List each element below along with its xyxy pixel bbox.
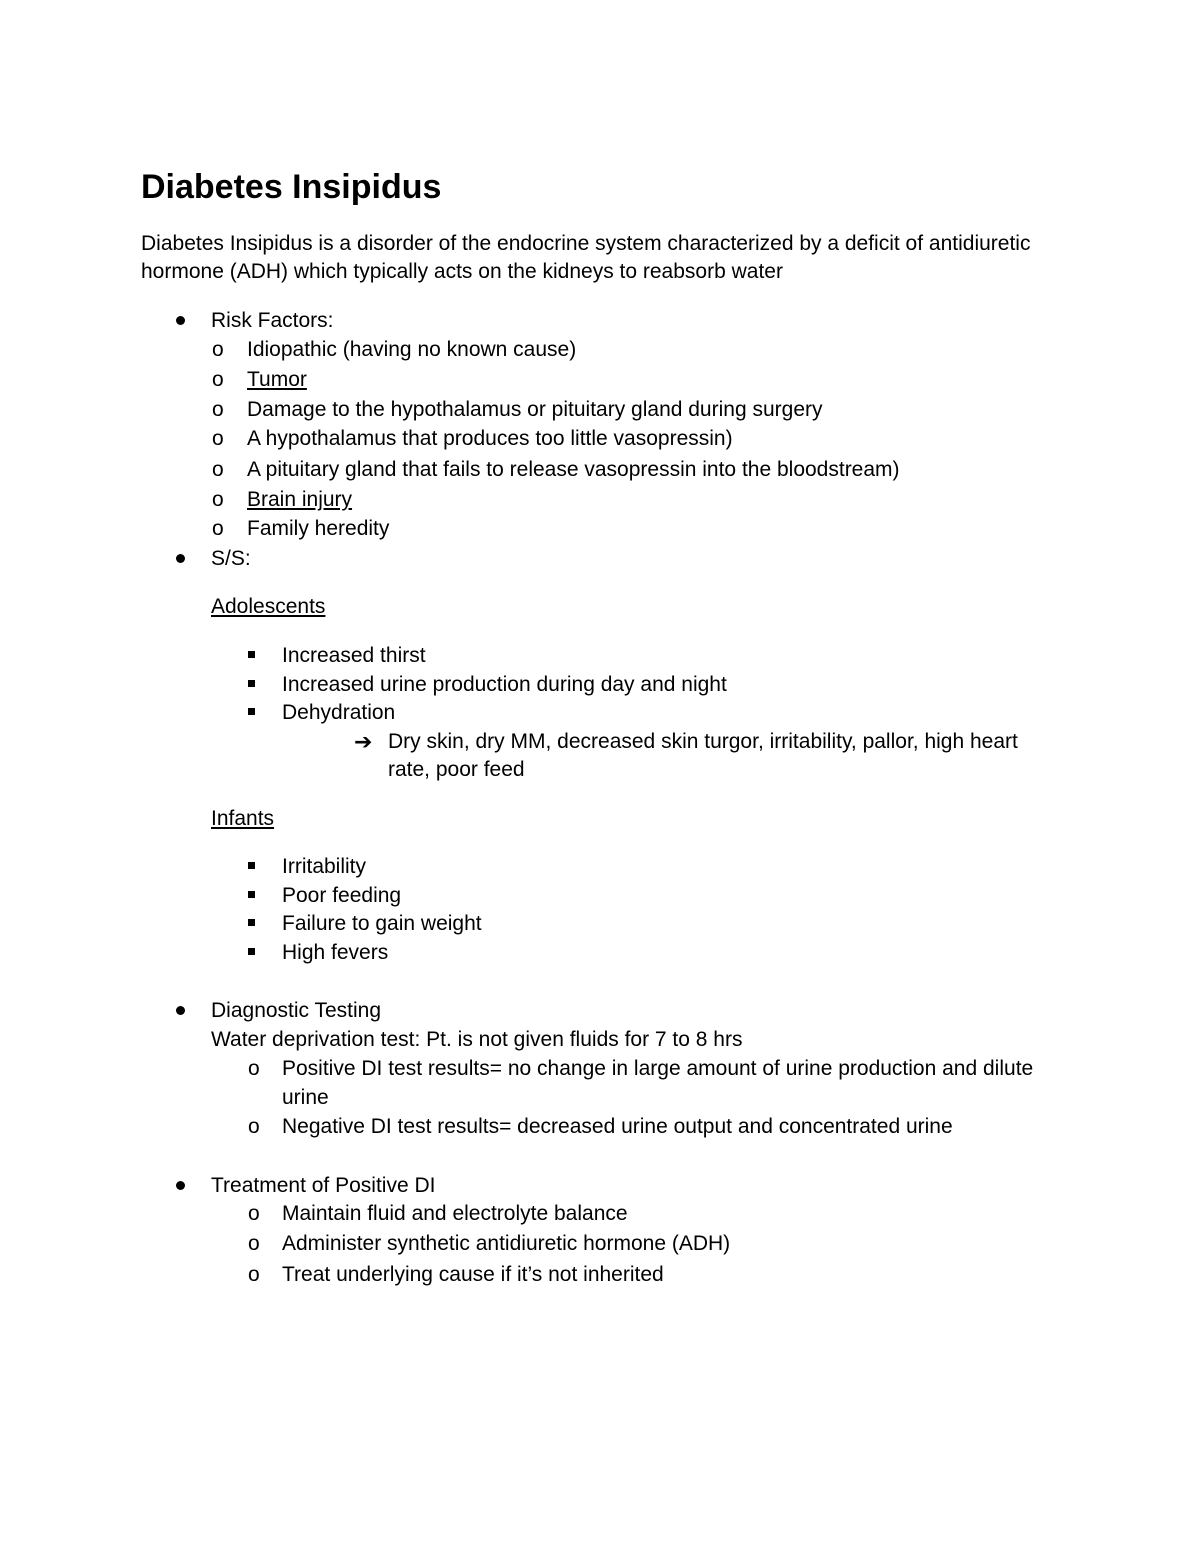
square-bullet-icon [248,680,255,687]
adolescents-heading: Adolescents [211,595,326,618]
intro-line-1: Diabetes Insipidus is a disorder of the endocrine system characterized by a deficit of antidiuretic [141,232,1031,255]
hollow-bullet-icon: o [248,1232,260,1255]
hollow-bullet-icon: o [212,517,224,540]
hollow-bullet-icon: o [248,1263,260,1286]
hollow-bullet-icon: o [212,338,224,361]
infants-heading: Infants [211,807,275,830]
negative-result: Negative DI test results= decreased urine output and concentrated urine [282,1115,953,1138]
positive-result-line-1: Positive DI test results= no change in large amount of urine production and dilute [282,1057,1034,1080]
hollow-bullet-icon: o [212,368,224,391]
square-bullet-icon [248,651,255,658]
dehydration-detail-line-2: rate, poor feed [388,758,525,781]
risk-factor-item: Tumor [247,368,307,391]
risk-factor-item: Family heredity [247,517,390,540]
adolescent-symptom: Dehydration [282,701,396,724]
positive-result-line-2: urine [282,1086,329,1109]
hollow-bullet-icon: o [248,1115,260,1138]
hollow-bullet-icon: o [212,427,224,450]
infant-symptom: Irritability [282,855,367,878]
square-bullet-icon [248,891,255,898]
arrow-right-icon: ➔ [354,729,373,754]
treatment-heading: Treatment of Positive DI [211,1174,436,1197]
signs-symptoms-heading: S/S: [211,547,251,570]
hollow-bullet-icon: o [212,398,224,421]
square-bullet-icon [248,948,255,955]
dehydration-detail-line-1: Dry skin, dry MM, decreased skin turgor, irritability, pallor, high heart [388,730,1018,753]
hollow-bullet-icon: o [248,1057,260,1080]
bullet-dot-icon [176,1181,185,1190]
hollow-bullet-icon: o [212,488,224,511]
treatment-item: Treat underlying cause if it’s not inherited [282,1263,664,1286]
adolescent-symptom: Increased urine production during day and night [282,673,727,696]
square-bullet-icon [248,919,255,926]
infant-symptom: Failure to gain weight [282,912,482,935]
risk-factor-item: A hypothalamus that produces too little vasopressin) [247,427,733,450]
page-title: Diabetes Insipidus [141,168,442,206]
square-bullet-icon [248,708,255,715]
bullet-dot-icon [176,1006,185,1015]
water-deprivation-test: Water deprivation test: Pt. is not given fluids for 7 to 8 hrs [211,1028,743,1051]
risk-factor-item: Brain injury [247,488,353,511]
risk-factors-heading: Risk Factors: [211,309,334,332]
hollow-bullet-icon: o [248,1202,260,1225]
risk-factor-item: A pituitary gland that fails to release vasopressin into the bloodstream) [247,458,900,481]
bullet-dot-icon [176,316,185,325]
diagnostic-testing-heading: Diagnostic Testing [211,999,382,1022]
intro-line-2: hormone (ADH) which typically acts on the kidneys to reabsorb water [141,260,783,283]
hollow-bullet-icon: o [212,458,224,481]
adolescent-symptom: Increased thirst [282,644,426,667]
risk-factor-item: Damage to the hypothalamus or pituitary gland during surgery [247,398,823,421]
bullet-dot-icon [176,554,185,563]
treatment-item: Administer synthetic antidiuretic hormone (ADH) [282,1232,731,1255]
infant-symptom: High fevers [282,941,389,964]
square-bullet-icon [248,862,255,869]
treatment-item: Maintain fluid and electrolyte balance [282,1202,628,1225]
infant-symptom: Poor feeding [282,884,402,907]
risk-factor-item: Idiopathic (having no known cause) [247,338,577,361]
